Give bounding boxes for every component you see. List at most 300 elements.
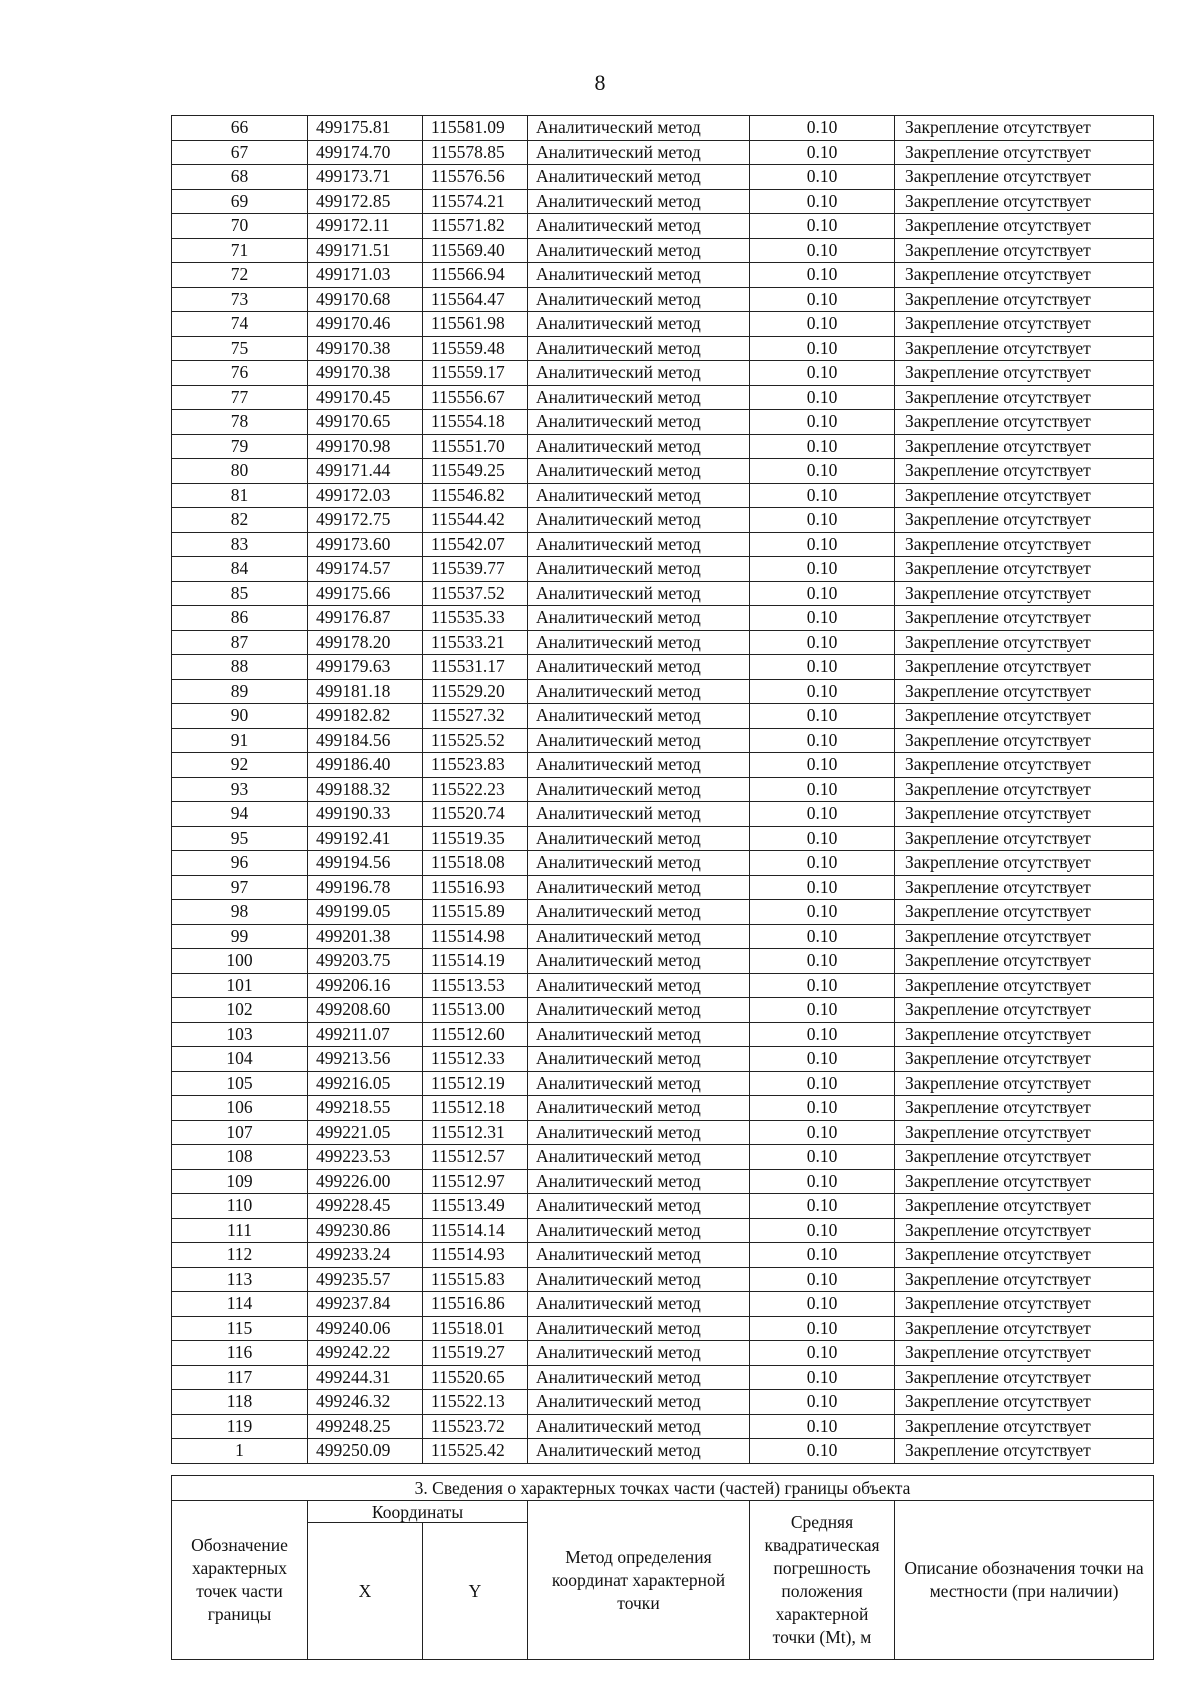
coord-x-cell: 499170.98 <box>308 434 423 459</box>
coordinates-table <box>171 115 1154 1464</box>
point-number-cell: 69 <box>172 189 308 214</box>
method-cell: Аналитический метод <box>528 802 750 827</box>
description-cell: Закрепление отсутствует <box>895 630 1154 655</box>
coord-y-cell: 115522.23 <box>423 777 528 802</box>
col-coords-header: Координаты <box>308 1501 528 1523</box>
coord-x-cell: 499182.82 <box>308 704 423 729</box>
coord-x-cell: 499181.18 <box>308 679 423 704</box>
error-value-cell: 0.10 <box>750 949 895 974</box>
method-cell: Аналитический метод <box>528 238 750 263</box>
error-value-cell: 0.10 <box>750 263 895 288</box>
col-error-header: Средняя квадратическая погрешность положения характерной точки (Mt), м <box>750 1501 895 1660</box>
table-row <box>172 875 1154 900</box>
table-row <box>172 851 1154 876</box>
col-method-header: Метод определения координат характерной точки <box>528 1501 750 1660</box>
point-number-cell: 77 <box>172 385 308 410</box>
point-number-cell: 97 <box>172 875 308 900</box>
coord-x-cell: 499213.56 <box>308 1047 423 1072</box>
method-cell: Аналитический метод <box>528 557 750 582</box>
point-number-cell: 99 <box>172 924 308 949</box>
description-cell: Закрепление отсутствует <box>895 998 1154 1023</box>
table-row <box>172 1120 1154 1145</box>
coord-y-cell: 115518.08 <box>423 851 528 876</box>
description-cell: Закрепление отсутствует <box>895 1439 1154 1464</box>
error-value-cell: 0.10 <box>750 483 895 508</box>
description-cell: Закрепление отсутствует <box>895 606 1154 631</box>
coord-x-cell: 499218.55 <box>308 1096 423 1121</box>
coord-x-cell: 499244.31 <box>308 1365 423 1390</box>
method-cell: Аналитический метод <box>528 1316 750 1341</box>
point-number-cell: 93 <box>172 777 308 802</box>
coord-y-cell: 115512.57 <box>423 1145 528 1170</box>
coord-y-cell: 115556.67 <box>423 385 528 410</box>
error-value-cell: 0.10 <box>750 802 895 827</box>
description-cell: Закрепление отсутствует <box>895 777 1154 802</box>
point-number-cell: 66 <box>172 116 308 141</box>
table-row <box>172 483 1154 508</box>
coord-y-cell: 115523.83 <box>423 753 528 778</box>
method-cell: Аналитический метод <box>528 679 750 704</box>
error-value-cell: 0.10 <box>750 826 895 851</box>
coord-x-cell: 499173.71 <box>308 165 423 190</box>
error-value-cell: 0.10 <box>750 557 895 582</box>
table-row <box>172 410 1154 435</box>
coord-x-cell: 499206.16 <box>308 973 423 998</box>
method-cell: Аналитический метод <box>528 728 750 753</box>
table-row <box>172 1390 1154 1415</box>
error-value-cell: 0.10 <box>750 165 895 190</box>
error-value-cell: 0.10 <box>750 655 895 680</box>
table-row <box>172 214 1154 239</box>
description-cell: Закрепление отсутствует <box>895 312 1154 337</box>
coord-y-cell: 115515.89 <box>423 900 528 925</box>
table-row <box>172 826 1154 851</box>
coord-y-cell: 115542.07 <box>423 532 528 557</box>
point-number-cell: 105 <box>172 1071 308 1096</box>
error-value-cell: 0.10 <box>750 434 895 459</box>
coord-x-cell: 499248.25 <box>308 1414 423 1439</box>
point-number-cell: 113 <box>172 1267 308 1292</box>
coord-y-cell: 115516.86 <box>423 1292 528 1317</box>
description-cell: Закрепление отсутствует <box>895 826 1154 851</box>
coord-y-cell: 115514.14 <box>423 1218 528 1243</box>
method-cell: Аналитический метод <box>528 1390 750 1415</box>
error-value-cell: 0.10 <box>750 924 895 949</box>
table-row <box>172 630 1154 655</box>
point-number-cell: 101 <box>172 973 308 998</box>
coord-x-cell: 499171.44 <box>308 459 423 484</box>
point-number-cell: 108 <box>172 1145 308 1170</box>
error-value-cell: 0.10 <box>750 1218 895 1243</box>
error-value-cell: 0.10 <box>750 679 895 704</box>
error-value-cell: 0.10 <box>750 508 895 533</box>
description-cell: Закрепление отсутствует <box>895 189 1154 214</box>
method-cell: Аналитический метод <box>528 1218 750 1243</box>
coord-y-cell: 115566.94 <box>423 263 528 288</box>
table-row <box>172 263 1154 288</box>
point-number-cell: 115 <box>172 1316 308 1341</box>
description-cell: Закрепление отсутствует <box>895 1120 1154 1145</box>
table-row <box>172 557 1154 582</box>
description-cell: Закрепление отсутствует <box>895 263 1154 288</box>
table-row <box>172 1267 1154 1292</box>
description-cell: Закрепление отсутствует <box>895 557 1154 582</box>
method-cell: Аналитический метод <box>528 287 750 312</box>
description-cell: Закрепление отсутствует <box>895 704 1154 729</box>
point-number-cell: 103 <box>172 1022 308 1047</box>
description-cell: Закрепление отсутствует <box>895 508 1154 533</box>
description-cell: Закрепление отсутствует <box>895 1390 1154 1415</box>
table-row <box>172 312 1154 337</box>
coord-x-cell: 499242.22 <box>308 1341 423 1366</box>
description-cell: Закрепление отсутствует <box>895 875 1154 900</box>
table-row <box>172 1145 1154 1170</box>
method-cell: Аналитический метод <box>528 777 750 802</box>
description-cell: Закрепление отсутствует <box>895 1292 1154 1317</box>
description-cell: Закрепление отсутствует <box>895 214 1154 239</box>
coord-y-cell: 115527.32 <box>423 704 528 729</box>
point-number-cell: 67 <box>172 140 308 165</box>
error-value-cell: 0.10 <box>750 1365 895 1390</box>
point-number-cell: 114 <box>172 1292 308 1317</box>
coord-y-cell: 115513.49 <box>423 1194 528 1219</box>
point-number-cell: 110 <box>172 1194 308 1219</box>
error-value-cell: 0.10 <box>750 116 895 141</box>
table-row <box>172 532 1154 557</box>
description-cell: Закрепление отсутствует <box>895 483 1154 508</box>
coord-x-cell: 499240.06 <box>308 1316 423 1341</box>
table-row <box>172 924 1154 949</box>
coord-x-cell: 499178.20 <box>308 630 423 655</box>
coord-y-cell: 115514.98 <box>423 924 528 949</box>
coord-y-cell: 115549.25 <box>423 459 528 484</box>
coord-x-cell: 499250.09 <box>308 1439 423 1464</box>
error-value-cell: 0.10 <box>750 410 895 435</box>
error-value-cell: 0.10 <box>750 1267 895 1292</box>
method-cell: Аналитический метод <box>528 434 750 459</box>
method-cell: Аналитический метод <box>528 875 750 900</box>
coord-x-cell: 499201.38 <box>308 924 423 949</box>
description-cell: Закрепление отсутствует <box>895 336 1154 361</box>
point-number-cell: 73 <box>172 287 308 312</box>
method-cell: Аналитический метод <box>528 655 750 680</box>
point-number-cell: 83 <box>172 532 308 557</box>
point-number-cell: 112 <box>172 1243 308 1268</box>
error-value-cell: 0.10 <box>750 1145 895 1170</box>
coord-x-cell: 499194.56 <box>308 851 423 876</box>
method-cell: Аналитический метод <box>528 116 750 141</box>
coord-x-cell: 499170.38 <box>308 336 423 361</box>
error-value-cell: 0.10 <box>750 704 895 729</box>
point-number-cell: 91 <box>172 728 308 753</box>
point-number-cell: 96 <box>172 851 308 876</box>
error-value-cell: 0.10 <box>750 1439 895 1464</box>
point-number-cell: 79 <box>172 434 308 459</box>
error-value-cell: 0.10 <box>750 287 895 312</box>
method-cell: Аналитический метод <box>528 1292 750 1317</box>
table-row <box>172 606 1154 631</box>
error-value-cell: 0.10 <box>750 1169 895 1194</box>
coord-y-cell: 115513.00 <box>423 998 528 1023</box>
coord-x-cell: 499173.60 <box>308 532 423 557</box>
coord-x-cell: 499174.70 <box>308 140 423 165</box>
method-cell: Аналитический метод <box>528 949 750 974</box>
method-cell: Аналитический метод <box>528 263 750 288</box>
point-number-cell: 116 <box>172 1341 308 1366</box>
point-number-cell: 94 <box>172 802 308 827</box>
method-cell: Аналитический метод <box>528 410 750 435</box>
error-value-cell: 0.10 <box>750 851 895 876</box>
error-value-cell: 0.10 <box>750 1414 895 1439</box>
coord-x-cell: 499203.75 <box>308 949 423 974</box>
table-row <box>172 704 1154 729</box>
coord-x-cell: 499170.65 <box>308 410 423 435</box>
description-cell: Закрепление отсутствует <box>895 1096 1154 1121</box>
coord-y-cell: 115519.27 <box>423 1341 528 1366</box>
coord-y-cell: 115561.98 <box>423 312 528 337</box>
table-row <box>172 1341 1154 1366</box>
coord-y-cell: 115515.83 <box>423 1267 528 1292</box>
coord-y-cell: 115519.35 <box>423 826 528 851</box>
coord-y-cell: 115559.48 <box>423 336 528 361</box>
method-cell: Аналитический метод <box>528 1169 750 1194</box>
coord-x-cell: 499170.46 <box>308 312 423 337</box>
table-row <box>172 1194 1154 1219</box>
error-value-cell: 0.10 <box>750 728 895 753</box>
point-number-cell: 78 <box>172 410 308 435</box>
coord-y-cell: 115525.42 <box>423 1439 528 1464</box>
coord-y-cell: 115516.93 <box>423 875 528 900</box>
description-cell: Закрепление отсутствует <box>895 1316 1154 1341</box>
error-value-cell: 0.10 <box>750 1120 895 1145</box>
coord-x-cell: 499233.24 <box>308 1243 423 1268</box>
table-row <box>172 949 1154 974</box>
table-row <box>172 1169 1154 1194</box>
error-value-cell: 0.10 <box>750 753 895 778</box>
point-number-cell: 82 <box>172 508 308 533</box>
table-row <box>172 1022 1154 1047</box>
error-value-cell: 0.10 <box>750 1341 895 1366</box>
table-row <box>172 116 1154 141</box>
table-row <box>172 1047 1154 1072</box>
description-cell: Закрепление отсутствует <box>895 385 1154 410</box>
method-cell: Аналитический метод <box>528 998 750 1023</box>
point-number-cell: 100 <box>172 949 308 974</box>
coord-y-cell: 115514.19 <box>423 949 528 974</box>
coord-x-cell: 499235.57 <box>308 1267 423 1292</box>
col-y-header: Y <box>423 1523 528 1660</box>
method-cell: Аналитический метод <box>528 1243 750 1268</box>
point-number-cell: 72 <box>172 263 308 288</box>
section3-title: 3. Сведения о характерных точках части (частей) границы объекта <box>172 1476 1154 1501</box>
coord-x-cell: 499237.84 <box>308 1292 423 1317</box>
coord-x-cell: 499186.40 <box>308 753 423 778</box>
method-cell: Аналитический метод <box>528 900 750 925</box>
coord-y-cell: 115518.01 <box>423 1316 528 1341</box>
point-number-cell: 76 <box>172 361 308 386</box>
method-cell: Аналитический метод <box>528 973 750 998</box>
description-cell: Закрепление отсутствует <box>895 287 1154 312</box>
coord-y-cell: 115537.52 <box>423 581 528 606</box>
point-number-cell: 75 <box>172 336 308 361</box>
coord-y-cell: 115529.20 <box>423 679 528 704</box>
page-number: 8 <box>594 70 606 95</box>
coord-x-cell: 499230.86 <box>308 1218 423 1243</box>
description-cell: Закрепление отсутствует <box>895 1047 1154 1072</box>
coord-y-cell: 115551.70 <box>423 434 528 459</box>
point-number-cell: 109 <box>172 1169 308 1194</box>
description-cell: Закрепление отсутствует <box>895 361 1154 386</box>
coord-y-cell: 115535.33 <box>423 606 528 631</box>
point-number-cell: 71 <box>172 238 308 263</box>
coord-x-cell: 499172.85 <box>308 189 423 214</box>
description-cell: Закрепление отсутствует <box>895 238 1154 263</box>
method-cell: Аналитический метод <box>528 1194 750 1219</box>
coord-y-cell: 115581.09 <box>423 116 528 141</box>
method-cell: Аналитический метод <box>528 140 750 165</box>
coord-x-cell: 499174.57 <box>308 557 423 582</box>
coord-y-cell: 115525.52 <box>423 728 528 753</box>
coord-y-cell: 115512.33 <box>423 1047 528 1072</box>
coord-y-cell: 115512.18 <box>423 1096 528 1121</box>
table-row <box>172 728 1154 753</box>
point-number-cell: 88 <box>172 655 308 680</box>
point-number-cell: 90 <box>172 704 308 729</box>
description-cell: Закрепление отсутствует <box>895 1243 1154 1268</box>
coord-y-cell: 115514.93 <box>423 1243 528 1268</box>
coord-x-cell: 499170.38 <box>308 361 423 386</box>
description-cell: Закрепление отсутствует <box>895 434 1154 459</box>
method-cell: Аналитический метод <box>528 1439 750 1464</box>
error-value-cell: 0.10 <box>750 777 895 802</box>
table-row <box>172 1243 1154 1268</box>
table-row <box>172 434 1154 459</box>
table-row <box>172 1096 1154 1121</box>
description-cell: Закрепление отсутствует <box>895 1145 1154 1170</box>
error-value-cell: 0.10 <box>750 973 895 998</box>
description-cell: Закрепление отсутствует <box>895 1218 1154 1243</box>
description-cell: Закрепление отсутствует <box>895 1341 1154 1366</box>
coord-x-cell: 499170.68 <box>308 287 423 312</box>
coord-y-cell: 115520.74 <box>423 802 528 827</box>
table-row <box>172 287 1154 312</box>
description-cell: Закрепление отсутствует <box>895 900 1154 925</box>
coord-x-cell: 499226.00 <box>308 1169 423 1194</box>
coord-x-cell: 499184.56 <box>308 728 423 753</box>
description-cell: Закрепление отсутствует <box>895 140 1154 165</box>
error-value-cell: 0.10 <box>750 459 895 484</box>
method-cell: Аналитический метод <box>528 214 750 239</box>
table-row <box>172 165 1154 190</box>
table-row <box>172 802 1154 827</box>
coord-y-cell: 115512.31 <box>423 1120 528 1145</box>
table-row <box>172 508 1154 533</box>
table-row <box>172 189 1154 214</box>
point-number-cell: 106 <box>172 1096 308 1121</box>
coord-y-cell: 115512.97 <box>423 1169 528 1194</box>
description-cell: Закрепление отсутствует <box>895 581 1154 606</box>
coord-y-cell: 115544.42 <box>423 508 528 533</box>
point-number-cell: 104 <box>172 1047 308 1072</box>
error-value-cell: 0.10 <box>750 900 895 925</box>
coord-x-cell: 499172.03 <box>308 483 423 508</box>
description-cell: Закрепление отсутствует <box>895 1071 1154 1096</box>
method-cell: Аналитический метод <box>528 1414 750 1439</box>
table-row <box>172 581 1154 606</box>
coord-x-cell: 499192.41 <box>308 826 423 851</box>
table-row <box>172 1218 1154 1243</box>
method-cell: Аналитический метод <box>528 826 750 851</box>
description-cell: Закрепление отсутствует <box>895 410 1154 435</box>
method-cell: Аналитический метод <box>528 1096 750 1121</box>
coord-x-cell: 499176.87 <box>308 606 423 631</box>
coord-x-cell: 499199.05 <box>308 900 423 925</box>
point-number-cell: 86 <box>172 606 308 631</box>
description-cell: Закрепление отсутствует <box>895 655 1154 680</box>
point-number-cell: 95 <box>172 826 308 851</box>
point-number-cell: 102 <box>172 998 308 1023</box>
col-designation-header: Обозначение характерных точек части границы <box>172 1501 308 1660</box>
point-number-cell: 68 <box>172 165 308 190</box>
coord-x-cell: 499190.33 <box>308 802 423 827</box>
method-cell: Аналитический метод <box>528 1047 750 1072</box>
table-row <box>172 361 1154 386</box>
table-row <box>172 753 1154 778</box>
error-value-cell: 0.10 <box>750 1390 895 1415</box>
error-value-cell: 0.10 <box>750 630 895 655</box>
coord-x-cell: 499196.78 <box>308 875 423 900</box>
table-row <box>172 655 1154 680</box>
point-number-cell: 87 <box>172 630 308 655</box>
table-row <box>172 973 1154 998</box>
table-row <box>172 900 1154 925</box>
description-cell: Закрепление отсутствует <box>895 753 1154 778</box>
coord-y-cell: 115574.21 <box>423 189 528 214</box>
method-cell: Аналитический метод <box>528 704 750 729</box>
table-row <box>172 1365 1154 1390</box>
error-value-cell: 0.10 <box>750 532 895 557</box>
method-cell: Аналитический метод <box>528 1341 750 1366</box>
coord-x-cell: 499246.32 <box>308 1390 423 1415</box>
coord-x-cell: 499171.51 <box>308 238 423 263</box>
description-cell: Закрепление отсутствует <box>895 728 1154 753</box>
table-row <box>172 1414 1154 1439</box>
method-cell: Аналитический метод <box>528 336 750 361</box>
table-row <box>172 777 1154 802</box>
coord-y-cell: 115554.18 <box>423 410 528 435</box>
description-cell: Закрепление отсутствует <box>895 1365 1154 1390</box>
coord-y-cell: 115513.53 <box>423 973 528 998</box>
error-value-cell: 0.10 <box>750 875 895 900</box>
coord-y-cell: 115564.47 <box>423 287 528 312</box>
error-value-cell: 0.10 <box>750 140 895 165</box>
point-number-cell: 80 <box>172 459 308 484</box>
coord-y-cell: 115523.72 <box>423 1414 528 1439</box>
error-value-cell: 0.10 <box>750 1292 895 1317</box>
table-row <box>172 459 1154 484</box>
method-cell: Аналитический метод <box>528 532 750 557</box>
table-row <box>172 1071 1154 1096</box>
col-desc-header: Описание обозначения точки на местности (при наличии) <box>895 1501 1154 1660</box>
method-cell: Аналитический метод <box>528 581 750 606</box>
coord-y-cell: 115512.60 <box>423 1022 528 1047</box>
point-number-cell: 1 <box>172 1439 308 1464</box>
method-cell: Аналитический метод <box>528 851 750 876</box>
method-cell: Аналитический метод <box>528 1365 750 1390</box>
coord-y-cell: 115531.17 <box>423 655 528 680</box>
description-cell: Закрепление отсутствует <box>895 1169 1154 1194</box>
error-value-cell: 0.10 <box>750 1316 895 1341</box>
